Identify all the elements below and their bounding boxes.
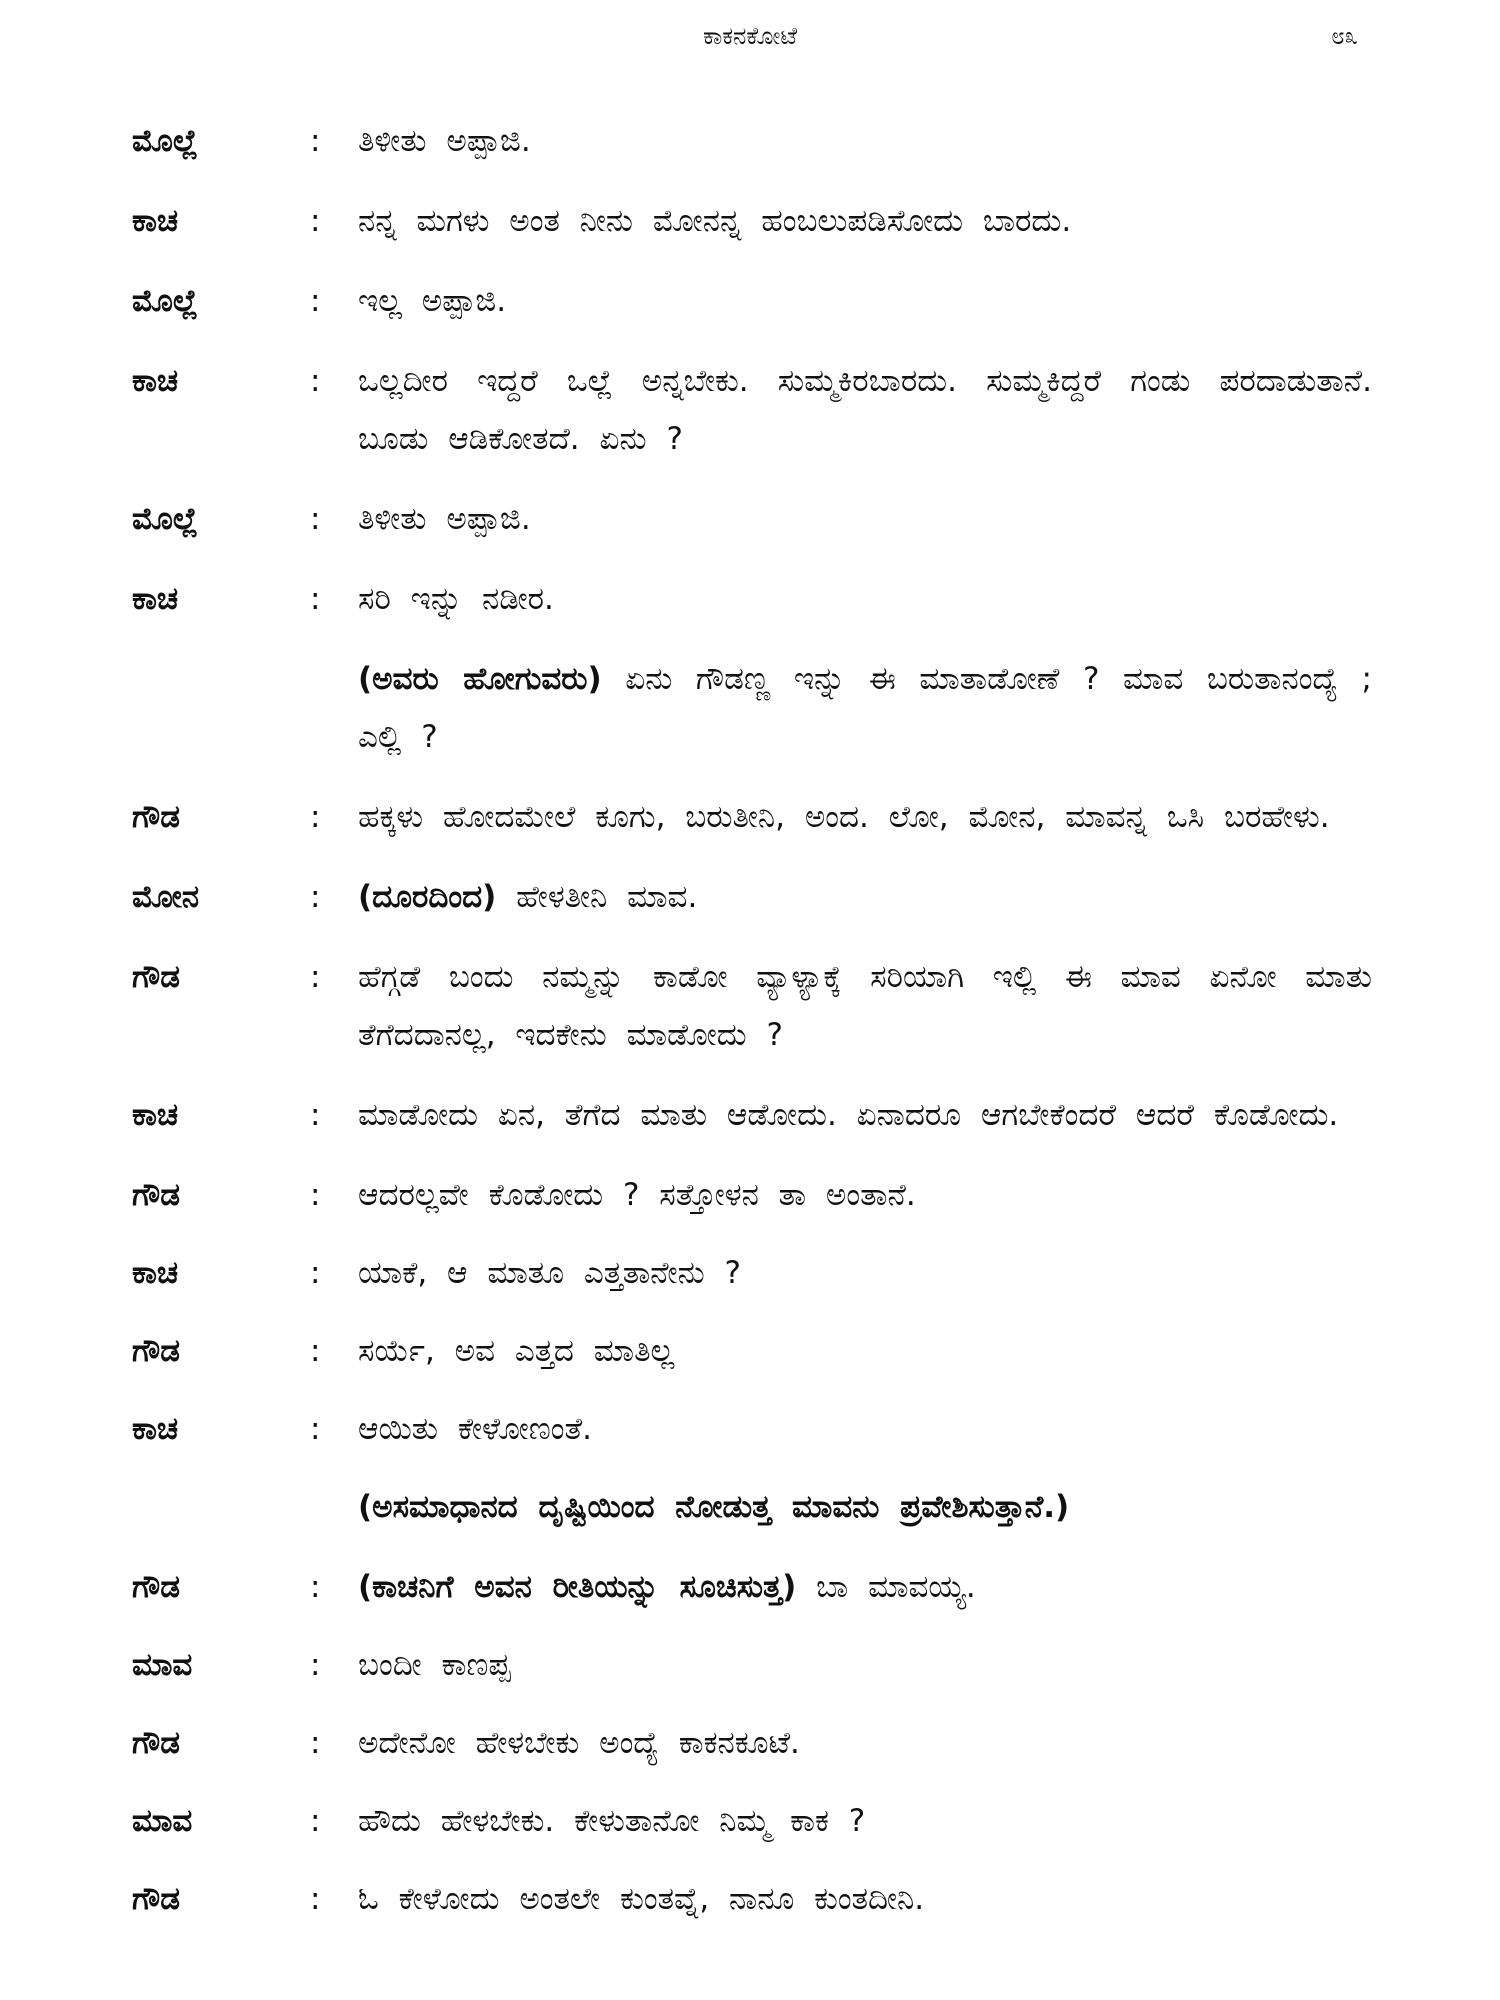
- speaker-name: ಕಾಚ: [132, 1255, 179, 1291]
- speaker-colon: :: [310, 1881, 321, 1917]
- speaker-colon: :: [310, 1411, 321, 1447]
- speaker-name: ಗೌಡ: [132, 1333, 181, 1369]
- speaker-colon: :: [310, 879, 321, 915]
- speaker-colon: :: [310, 1097, 321, 1133]
- dialogue-line: [132, 1322, 1372, 1380]
- dialogue-line: [132, 490, 1372, 548]
- speaker-colon: :: [310, 1725, 321, 1761]
- dialogue-line: [132, 1714, 1372, 1772]
- speaker-name: ಗೌಡ: [132, 959, 181, 995]
- stage-direction: (ದೂರದಿಂದ): [358, 879, 497, 915]
- stage-direction: (ಅಸಮಾಧಾನದ ದೃಷ್ಟಿಯಿಂದ ನೋಡುತ್ತ ಮಾವನು ಪ್ರವೇಶಿಸುತ್ತಾನೆ.): [358, 1489, 1070, 1525]
- dialogue-text: ಆದರಲ್ಲವೇ ಕೊಡೋದು ? ಸತ್ತೋಳನ ತಾ ಅಂತಾನೆ.: [358, 1177, 916, 1213]
- speaker-colon: :: [310, 123, 321, 159]
- dialogue-text: ಇಲ್ಲ ಅಪ್ಪಾಜಿ.: [358, 283, 507, 319]
- dialogue-text: ಬಂದೀ ಕಾಣಪ್ಪ: [358, 1647, 511, 1683]
- dialogue-line: [132, 1636, 1372, 1694]
- dialogue-line: [132, 1244, 1372, 1302]
- speaker-name: ಕಾಚ: [132, 1411, 179, 1447]
- speaker-colon: :: [310, 283, 321, 319]
- dialogue-line: [132, 570, 1372, 628]
- dialogue-line: [132, 1870, 1372, 1928]
- speaker-colon: :: [310, 799, 321, 835]
- stage-direction-line: [132, 1478, 1372, 1536]
- speaker-colon: :: [310, 501, 321, 537]
- speaker-name: ಮಾವ: [132, 1803, 193, 1839]
- dialogue-line: [132, 1558, 1372, 1616]
- speaker-name: ಮೊಲ್ಲೆ: [132, 283, 198, 319]
- dialogue-text: [358, 1478, 1372, 1536]
- page-header: [0, 22, 1500, 62]
- dialogue-line: [132, 192, 1372, 250]
- speaker-name: ಕಾಚ: [132, 581, 179, 617]
- dialogue-text: ನನ್ನ ಮಗಳು ಅಂತ ನೀನು ಮೋನನ್ನ ಹಂಬಲುಪಡಿಸೋದು ಬಾರದು.: [358, 203, 1072, 239]
- dialogue-line: [132, 352, 1372, 468]
- dialogue-text: ತಿಳೀತು ಅಪ್ಪಾಜಿ.: [358, 501, 531, 537]
- speaker-colon: :: [310, 581, 321, 617]
- speaker-name: ಮಾವ: [132, 1647, 193, 1683]
- speaker-name: ಗೌಡ: [132, 799, 181, 835]
- speaker-name: ಮೊಲ್ಲೆ: [132, 501, 198, 537]
- speaker-colon: :: [310, 959, 321, 995]
- speaker-name: ಕಾಚ: [132, 363, 179, 399]
- speaker-name: ಗೌಡ: [132, 1725, 181, 1761]
- dialogue-line: [132, 1166, 1372, 1224]
- dialogue-line: [132, 1792, 1372, 1850]
- speaker-colon: :: [310, 1177, 321, 1213]
- speaker-name: ಮೊಲ್ಲೆ: [132, 123, 198, 159]
- dialogue-text: ಅದೇನೋ ಹೇಳಬೇಕು ಅಂದ್ಯೆ ಕಾಕನಕೂಟೆ.: [358, 1725, 800, 1761]
- dialogue-line: [132, 788, 1372, 846]
- dialogue-text: ಒಲ್ಲದೀರ ಇದ್ದರೆ ಒಲ್ಲೆ ಅನ್ನಬೇಕು. ಸುಮ್ಮಕಿರಬಾರದು. ಸುಮ್ಮಕಿದ್ದರೆ ಗಂಡು ಪರದಾಡುತಾನೆ. ಬೂಡು ಆಡಿಕೋತದೆ. ಏನು ?: [358, 363, 1372, 457]
- dialogue-line: [132, 1400, 1372, 1458]
- dialogue-text: [358, 868, 1372, 926]
- dialogue-text: ಯಾಕೆ, ಆ ಮಾತೂ ಎತ್ತತಾನೇನು ?: [358, 1255, 741, 1291]
- speaker-name: ಗೌಡ: [132, 1177, 181, 1213]
- dialogue-line: [132, 948, 1372, 1064]
- running-title: ಕಾಕನಕೋಟೆ: [702, 22, 798, 50]
- speaker-colon: :: [310, 1647, 321, 1683]
- stage-direction: (ಕಾಚನಿಗೆ ಅವನ ರೀತಿಯನ್ನು ಸೂಚಿಸುತ್ತ): [358, 1569, 797, 1605]
- speaker-name: ಗೌಡ: [132, 1569, 181, 1605]
- speaker-colon: :: [310, 203, 321, 239]
- stage-direction: (ಅವರು ಹೋಗುವರು): [358, 661, 602, 697]
- dialogue-line: [132, 112, 1372, 170]
- dialogue-text: ಓ ಕೇಳೋದು ಅಂತಲೇ ಕುಂತವ್ನೆ, ನಾನೂ ಕುಂತದೀನಿ.: [358, 1881, 925, 1917]
- speaker-colon: :: [310, 1333, 321, 1369]
- dialogue-line: [132, 868, 1372, 926]
- stage-direction-line: [132, 650, 1372, 766]
- dialogue-text: [358, 1558, 1372, 1616]
- speaker-name: ಮೋನ: [132, 879, 200, 915]
- dialogue-body: [132, 112, 1372, 1928]
- dialogue-text: ಹೆಗ್ಗಡೆ ಬಂದು ನಮ್ಮನ್ನು ಕಾಡೋ ವ್ಯಾಳ್ಯಾಕ್ಕೆ ಸರಿಯಾಗಿ ಇಲ್ಲಿ ಈ ಮಾವ ಏನೋ ಮಾತು ತೆಗೆದದಾನಲ್ಲ, ಇದಕೇನು ಮಾಡೋದು ?: [358, 959, 1372, 1053]
- dialogue-line: [132, 1086, 1372, 1144]
- dialogue-text: ತಿಳೀತು ಅಪ್ಪಾಜಿ.: [358, 123, 531, 159]
- speaker-name: ಕಾಚ: [132, 1097, 179, 1133]
- dialogue-continuation: ಬಾ ಮಾವಯ್ಯ.: [796, 1569, 976, 1605]
- speaker-colon: :: [310, 363, 321, 399]
- speaker-colon: :: [310, 1803, 321, 1839]
- dialogue-text: ಸರ್ಯೆ, ಅವ ಎತ್ತದ ಮಾತಿಲ್ಲ: [358, 1333, 675, 1369]
- speaker-name: ಕಾಚ: [132, 203, 179, 239]
- dialogue-text: ಮಾಡೋದು ಏನ, ತೆಗೆದ ಮಾತು ಆಡೋದು. ಏನಾದರೂ ಆಗಬೇಕೆಂದರೆ ಆದರೆ ಕೊಡೋದು.: [358, 1097, 1339, 1133]
- speaker-colon: :: [310, 1569, 321, 1605]
- dialogue-continuation: ಹೇಳತೀನಿ ಮಾವ.: [496, 879, 698, 915]
- dialogue-text: ಹೌದು ಹೇಳಬೇಕು. ಕೇಳುತಾನೋ ನಿಮ್ಮ ಕಾಕ ?: [358, 1803, 866, 1839]
- dialogue-text: ಆಯಿತು ಕೇಳೋಣಂತೆ.: [358, 1411, 593, 1447]
- dialogue-continuation: ಏನು ಗೌಡಣ್ಣ ಇನ್ನು ಈ ಮಾತಾಡೋಣೆ ? ಮಾವ ಬರುತಾನಂದ್ಯೆ ; ಎಲ್ಲಿ ?: [358, 661, 1372, 755]
- speaker-name: ಗೌಡ: [132, 1881, 181, 1917]
- dialogue-line: [132, 272, 1372, 330]
- dialogue-text: ಹಕ್ಕಳು ಹೋದಮೇಲೆ ಕೂಗು, ಬರುತೀನಿ, ಅಂದ. ಲೋ, ಮೋನ, ಮಾವನ್ನ ಒಸಿ ಬರಹೇಳು.: [358, 799, 1330, 835]
- speaker-colon: :: [310, 1255, 321, 1291]
- dialogue-text: ಸರಿ ಇನ್ನು ನಡೀರ.: [358, 581, 554, 617]
- dialogue-text: [358, 650, 1372, 766]
- page-number: ೮೩: [1331, 22, 1358, 50]
